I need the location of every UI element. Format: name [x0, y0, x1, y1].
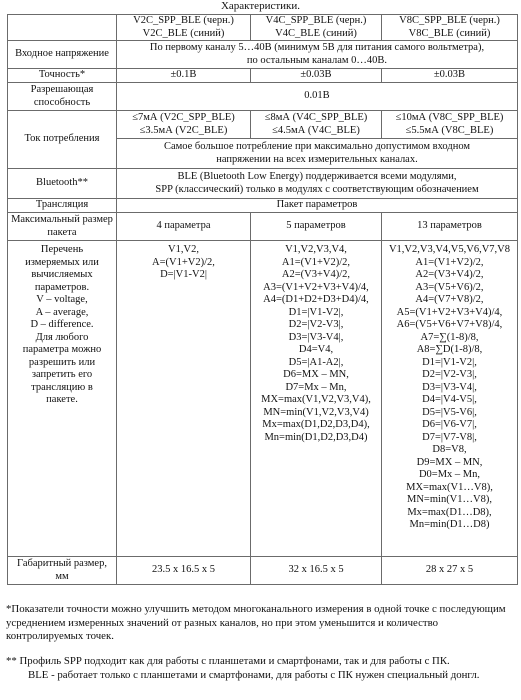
params-label-line: Для любого: [35, 331, 89, 343]
packet-size-v4: 5 параметров: [251, 213, 382, 241]
translation-value: Пакет параметров: [117, 199, 518, 213]
params-label-line: Перечень: [40, 244, 84, 255]
accuracy-v2: ±0.1В: [117, 69, 251, 83]
param-formula: D8=V8,: [432, 444, 467, 455]
param-formula: A2=(V3+V4)/2,: [415, 269, 484, 280]
params-label-line: A – average,: [35, 306, 89, 318]
param-formula: D1=|V1-V2|,: [288, 306, 344, 318]
param-formula: D5=|V5-V6|,: [422, 406, 477, 418]
param-formula: D9=MX – MN,: [416, 456, 483, 468]
param-formula: A1=(V1+V2)/2,: [281, 256, 351, 268]
current-note: Самое большое потребление при максимально допустимом входном напряжении на всех измерительных каналах.: [117, 139, 518, 169]
params-v4: [251, 241, 382, 557]
accuracy-v8: ±0.03В: [382, 69, 518, 83]
dimensions-v8: 28 x 27 x 5: [382, 557, 518, 585]
param-formula: A3=(V1+V2+V3+V4)/4,: [263, 281, 369, 293]
table-header-row: [8, 15, 518, 41]
params-label-line: разрешить или: [28, 356, 96, 368]
row-translation: [8, 199, 518, 213]
params-label-line: запретить его: [31, 369, 93, 380]
params-label-line: V – voltage,: [36, 294, 88, 305]
row-params: [8, 241, 518, 557]
header-v4: V4C_SPP_BLE (черн.) V4C_BLE (синий): [251, 15, 382, 41]
params-label-line: параметра можно: [22, 344, 102, 355]
param-formula: A4=(V7+V8)/2,: [415, 294, 484, 305]
footnote-profile: [6, 655, 518, 682]
packet-size-v2: 4 параметра: [117, 213, 251, 241]
footnote-accuracy: *Показатели точности можно улучшить методом многоканального измерения в одной точке с последующим усреднением измеренных значений от разных каналов, но при этом уменьшится и количество контролируемых точек.: [6, 603, 506, 642]
param-formula: A2=(V3+V4)/2,: [281, 269, 351, 280]
param-formula: D4=V4,: [298, 344, 334, 355]
param-formula: D1=|V1-V2|,: [422, 356, 477, 368]
params-v8: [382, 241, 518, 557]
row-label: Ток потребления: [8, 111, 117, 169]
bluetooth-value: BLE (Bluetooth Low Energy) поддерживается всеми модулями, SPP (классический) только в модулях с соответствующим обозначением: [117, 169, 518, 199]
params-label: [8, 241, 117, 557]
param-formula: D2=|V2-V3|,: [422, 369, 477, 380]
row-label: Разрешающая способность: [8, 83, 117, 111]
param-formula: MN=min(V1…V8),: [407, 494, 492, 505]
params-label-line: D – difference.: [30, 319, 94, 330]
current-v8: ≤10мА (V8C_SPP_BLE) ≤5.5мА (V8C_BLE): [382, 111, 518, 139]
header-v8: V8C_SPP_BLE (черн.) V8C_BLE (синий): [382, 15, 518, 41]
param-formula: A=(V1+V2)/2,: [152, 256, 215, 268]
param-formula: A7=∑(1-8)/8,: [420, 331, 479, 343]
param-formula: D6=|V6-V7|,: [422, 419, 477, 430]
row-accuracy: [8, 69, 518, 83]
dimensions-v2: 23.5 x 16.5 x 5: [117, 557, 251, 585]
header-empty-cell: [8, 15, 117, 41]
params-label-line: параметров.: [34, 281, 90, 293]
current-v4: ≤8мА (V4C_SPP_BLE) ≤4.5мА (V4C_BLE): [251, 111, 382, 139]
param-formula: A8=∑D(1-8)/8,: [416, 344, 483, 355]
param-formula: MX=max(V1,V2,V3,V4),: [261, 394, 371, 405]
footnote-profile-line2: BLE - работает только с планшетами и смартфонами, для работы с ПК нужен специальный донгл.: [28, 668, 480, 681]
params-label-line: измеряемых или: [25, 256, 99, 268]
param-formula: MN=min(V1,V2,V3,V4): [263, 406, 369, 418]
row-resolution: [8, 83, 518, 111]
dimensions-v4: 32 x 16.5 x 5: [251, 557, 382, 585]
param-formula: Mx=max(D1…D8),: [407, 506, 492, 518]
row-label: Точность*: [8, 69, 117, 83]
param-formula: Mn=min(D1…D8): [409, 519, 490, 530]
param-formula: Mn=min(D1,D2,D3,D4): [264, 431, 368, 443]
row-label: Bluetooth**: [8, 169, 117, 199]
param-formula: D7=Mx – Mn,: [285, 381, 347, 393]
row-label: Входное напряжение: [8, 41, 117, 69]
param-formula: D4=|V4-V5|,: [422, 394, 477, 405]
params-label-line: пакете.: [46, 394, 78, 405]
param-formula: D6=MX – MN,: [283, 369, 349, 380]
param-formula: MX=max(V1…V8),: [406, 481, 493, 493]
param-formula: D5=|A1-A2|,: [288, 356, 344, 368]
accuracy-v4: ±0.03В: [251, 69, 382, 83]
param-formula: V1,V2,V3,V4,: [285, 244, 347, 255]
params-v2: [117, 241, 251, 557]
current-v2: ≤7мА (V2C_SPP_BLE) ≤3.5мА (V2C_BLE): [117, 111, 251, 139]
row-packet-size: [8, 213, 518, 241]
param-formula: A1=(V1+V2)/2,: [415, 256, 484, 268]
row-dimensions: [8, 557, 518, 585]
params-label-line: вычисляемых: [31, 269, 93, 280]
param-formula: D7=|V7-V8|,: [422, 431, 477, 443]
param-formula: D0=Mx – Mn,: [418, 469, 481, 480]
spec-table: [7, 14, 518, 585]
header-v2: V2C_SPP_BLE (черн.) V2C_BLE (синий): [117, 15, 251, 41]
param-formula: A3=(V5+V6)/2,: [415, 281, 484, 293]
params-label-line: трансляцию в: [31, 381, 93, 393]
row-label: Габаритный размер, мм: [8, 557, 117, 585]
input-voltage-value: По первому каналу 5…40В (минимум 5В для питания самого вольтметра), по остальным каналам 0…40В.: [117, 41, 518, 69]
row-current: [8, 111, 518, 139]
row-label: Трансляция: [8, 199, 117, 213]
row-label: Максимальный размер пакета: [8, 213, 117, 241]
page-heading: Характеристики.: [220, 0, 301, 12]
param-formula: A4=(D1+D2+D3+D4)/4,: [263, 294, 369, 305]
resolution-value: 0.01В: [117, 83, 518, 111]
param-formula: D=|V1-V2|: [160, 269, 207, 280]
param-formula: Mx=max(D1,D2,D3,D4),: [262, 419, 370, 430]
param-formula: D3=|V3-V4|,: [288, 331, 344, 343]
param-formula: A5=(V1+V2+V3+V4)/4,: [396, 306, 503, 318]
param-formula: D2=|V2-V3|,: [288, 319, 344, 330]
footnote-profile-line1: ** Профиль SPP подходит как для работы с планшетами и смартфонами, так и для работы с ПК.: [6, 655, 450, 667]
row-bluetooth: [8, 169, 518, 199]
param-formula: D3=|V3-V4|,: [422, 381, 477, 393]
param-formula: A6=(V5+V6+V7+V8)/4,: [396, 319, 503, 330]
param-formula: V1,V2,V3,V4,V5,V6,V7,V8: [388, 244, 511, 255]
row-input-voltage: [8, 41, 518, 69]
param-formula: V1,V2,: [168, 244, 199, 255]
packet-size-v8: 13 параметров: [382, 213, 518, 241]
